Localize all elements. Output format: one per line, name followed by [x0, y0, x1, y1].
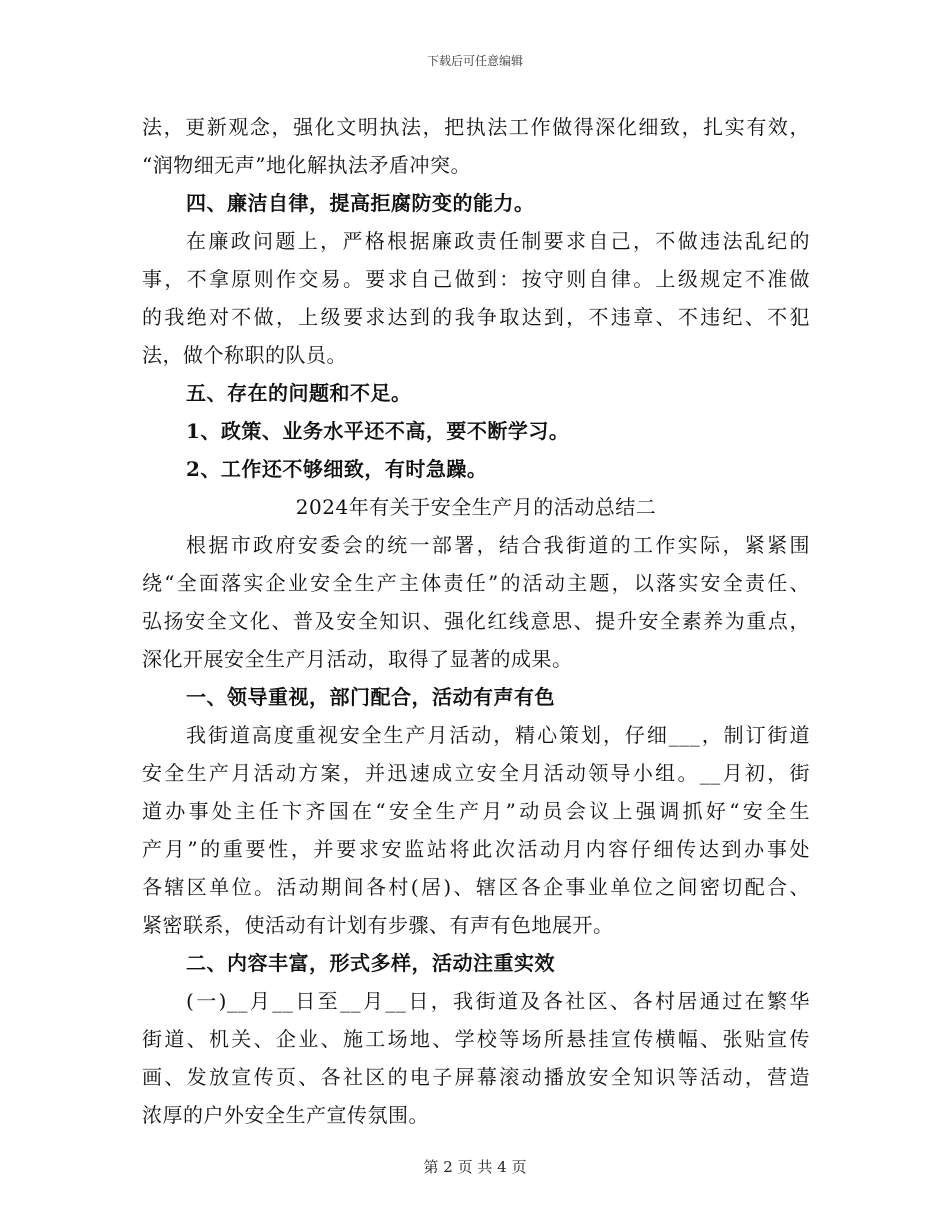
list-item: 1、政策、业务水平还不高，要不断学习。: [186, 419, 570, 443]
body-line: 法，做个称职的队员。: [142, 343, 347, 367]
body-line: 根据市政府安委会的统一部署，结合我街道的工作实际，紧紧围: [186, 533, 810, 557]
body-line: 深化开展安全生产月活动，取得了显著的成果。: [142, 647, 573, 671]
body-line: 法，更新观念，强化文明执法，把执法工作做得深化细致，扎实有效，: [142, 115, 810, 139]
list-item: 2、工作还不够细致，有时急躁。: [186, 457, 488, 481]
section-heading: 五、存在的问题和不足。: [186, 381, 412, 405]
section-heading: 一、领导重视，部门配合，活动有声有色: [186, 685, 555, 709]
body-line: 产月”的重要性，并要求安监站将此次活动月内容仔细传达到办事处: [142, 837, 810, 861]
body-line: 绕“全面落实企业安全生产主体责任”的活动主题，以落实安全责任、: [142, 571, 810, 595]
body-line: 道办事处主任卞齐国在“安全生产月”动员会议上强调抓好“安全生: [142, 799, 810, 823]
body-line: “润物细无声”地化解执法矛盾冲突。: [142, 153, 471, 177]
section-heading: 二、内容丰富，形式多样，活动注重实效: [186, 951, 555, 975]
body-line: 我街道高度重视安全生产月活动，精心策划，仔细___，制订街道: [186, 723, 810, 747]
page-number: 第 2 页 共 4 页: [423, 1158, 527, 1176]
body-line: 各辖区单位。活动期间各村(居)、辖区各企事业单位之间密切配合、: [142, 875, 810, 899]
body-line: 画、发放宣传页、各社区的电子屏幕滚动播放安全知识等活动，营造: [142, 1065, 810, 1089]
body-line: 的我绝对不做，上级要求达到的我争取达到，不违章、不违纪、不犯: [142, 305, 810, 329]
body-line: 街道、机关、企业、施工场地、学校等场所悬挂宣传横幅、张贴宣传: [142, 1027, 810, 1051]
body-line: 在廉政问题上，严格根据廉政责任制要求自己，不做违法乱纪的: [186, 229, 810, 253]
body-line: 事，不拿原则作交易。要求自己做到：按守则自律。上级规定不准做: [142, 267, 810, 291]
body-line: 弘扬安全文化、普及安全知识、强化红线意思、提升安全素养为重点，: [142, 609, 810, 633]
document-title: 2024年有关于安全生产月的活动总结二: [295, 495, 657, 519]
body-line: (一)__月__日至__月__日，我街道及各社区、各村居通过在繁华: [186, 989, 810, 1013]
body-line: 浓厚的户外安全生产宣传氛围。: [142, 1103, 429, 1127]
section-heading: 四、廉洁自律，提高拒腐防变的能力。: [186, 191, 535, 215]
document-body: [142, 108, 810, 1134]
body-line: 紧密联系，使活动有计划有步骤、有声有色地展开。: [142, 913, 614, 937]
page-header-note: 下载后可任意编辑: [426, 54, 523, 68]
body-line: 安全生产月活动方案，并迅速成立安全月活动领导小组。__月初，街: [142, 761, 810, 785]
